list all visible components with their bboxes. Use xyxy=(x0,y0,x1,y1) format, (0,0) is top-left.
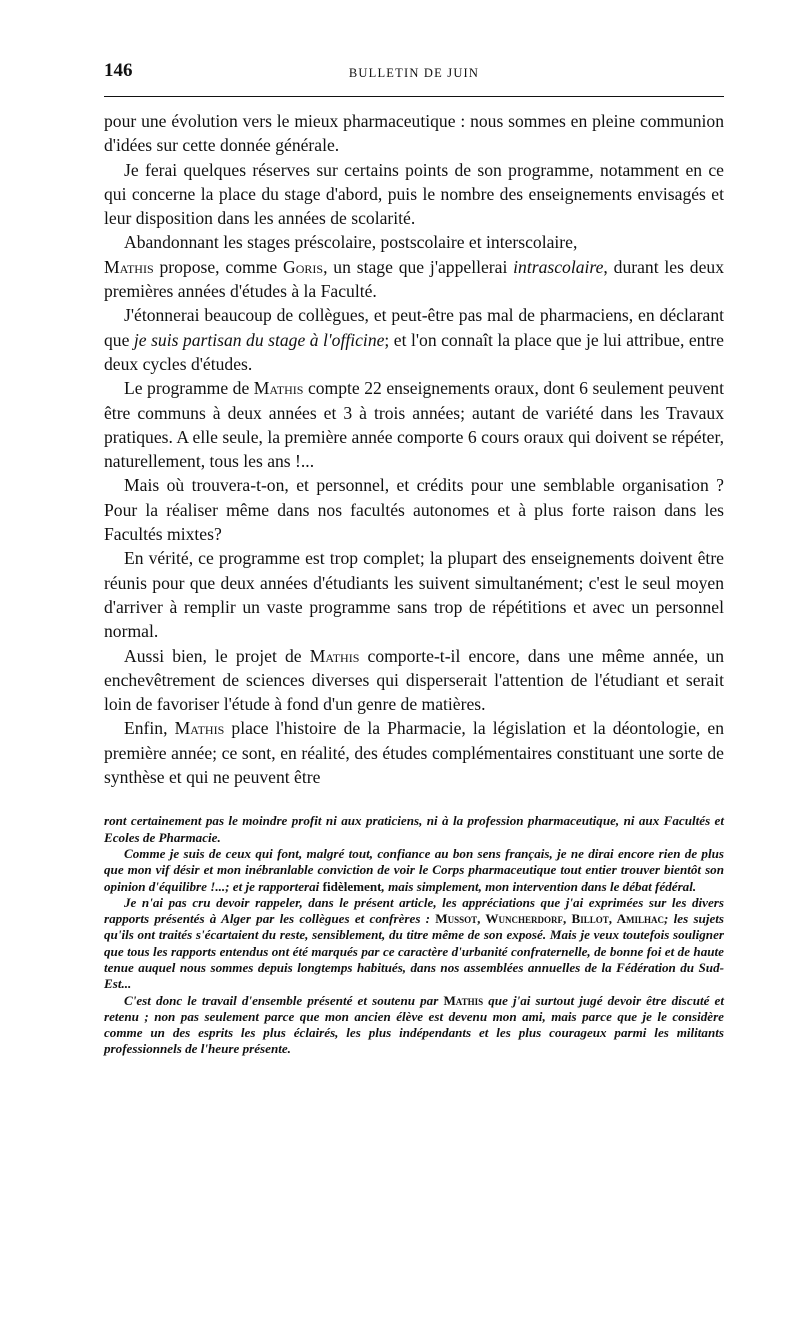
cited-names: Mussot, Wuncherdorf, Billot, Amilhac xyxy=(435,911,665,927)
paragraph-4: J'étonnerai beaucoup de collègues, et peut-être pas mal de pharmaciens, en déclarant que je suis partisan du stage à l'officine; et l'on connaît la place que je lui attribue, entre deux cycles d'études. xyxy=(104,305,724,374)
footnote-1: ront certainement pas le moindre profit ni aux praticiens, ni à la profession pharmaceutique, ni aux Facultés et Ecoles de Pharmacie. xyxy=(104,813,724,845)
header-rule xyxy=(104,96,724,97)
paragraph-5: Le programme de Mathis compte 22 enseignements oraux, dont 6 seulement peuvent être communs à deux années et 3 à trois années; autant de variété dans les Travaux pratiques. A elle seule, la première année comporte 6 cours oraux qui doivent se répéter, naturellement, tous les ans !... xyxy=(104,378,724,472)
paragraph-7: En vérité, ce programme est trop complet; la plupart des enseignements doivent être réunis pour que deux années d'étudiants les suivent simultanément; c'est le seul moyen d'arriver à remplir un vaste programme sans trop de répétitions et avec un personnel normal. xyxy=(104,548,724,642)
footnote-4: C'est donc le travail d'ensemble présenté et soutenu par Mathis que j'ai surtout jugé devoir être discuté et retenu ; non pas seulement parce que mon ancien élève est devenu mon ami, mais parce que je le considère comme un des esprits les plus éclairés, les plus indépendants et les plus courageux parmi les militants professionnels de l'heure présente. xyxy=(104,992,724,1057)
author-goris: Goris xyxy=(283,256,324,277)
paragraph-1: pour une évolution vers le mieux pharmaceutique : nous sommes en pleine communion d'idées sur cette donnée générale. xyxy=(104,111,724,156)
footnotes xyxy=(104,813,724,1057)
paragraph-8: Aussi bien, le projet de Mathis comporte-t-il encore, dans une même année, un enchevêtrement de sciences diverses qui disperserait l'attention de l'étudiant et serait loin de favoriser l'étude à fond d'un genre de matières. xyxy=(104,645,725,715)
page-number: 146 xyxy=(104,60,133,81)
footnote-2: Comme je suis de ceux qui font, malgré tout, confiance au bon sens français, je ne dirai encore rien de plus que mon vif désir et mon inébranlable conviction de voir le Corps pharmaceutique tout entier trouver bientôt son opinion d'équilibre !...; et je rapporterai fidèlement, mais simplement, mon intervention dans le débat fédéral. xyxy=(104,845,724,894)
paragraph-6: Mais où trouvera-t-on, et personnel, et crédits pour une semblable organisation ? Pour la réaliser même dans nos facultés autonomes et à plus forte raison dans les Facultés mixtes? xyxy=(104,475,724,545)
running-title: BULLETIN DE JUIN xyxy=(348,66,480,80)
author-mathis: Mathis xyxy=(104,256,154,277)
paragraph-2: Je ferai quelques réserves sur certains points de son programme, notamment en ce qui concerne la place du stage d'abord, puis le nombre des enseignements envisagés et leur disposition dans les années de scolarité. xyxy=(104,159,724,229)
page xyxy=(104,60,724,1058)
paragraph-3: Abandonnant les stages préscolaire, postscolaire et interscolaire, Mathis propose, comme Goris, un stage que j'appellerai intrascolaire, durant les deux premières années d'études à la Faculté. xyxy=(104,232,724,302)
paragraph-9: Enfin, Mathis place l'histoire de la Pharmacie, la législation et la déontologie, en première année; ce sont, en réalité, des études complémentaires constituant une sorte de synthèse et qui ne peuvent être xyxy=(104,718,725,788)
page-header xyxy=(104,60,724,96)
body-text xyxy=(104,109,724,789)
footnote-3: Je n'ai pas cru devoir rappeler, dans le présent article, les appréciations que j'ai exprimées sur les divers rapports présentés à Alger par les collègues et confrères : Mussot, Wuncherdorf, Billot, Amilhac; les sujets qu'ils ont traités s'écartaient du reste, sensiblement, du titre même de son exposé. Mais je veux toutefois souligner que tous les rapports entendus ont été marqués par ce caractère d'urbanité confraternelle, de bonne foi et de haute tenue auquel nous sommes depuis longtemps habitués, dans nos assemblées annuelles de la Fédération du Sud-Est... xyxy=(104,894,725,992)
